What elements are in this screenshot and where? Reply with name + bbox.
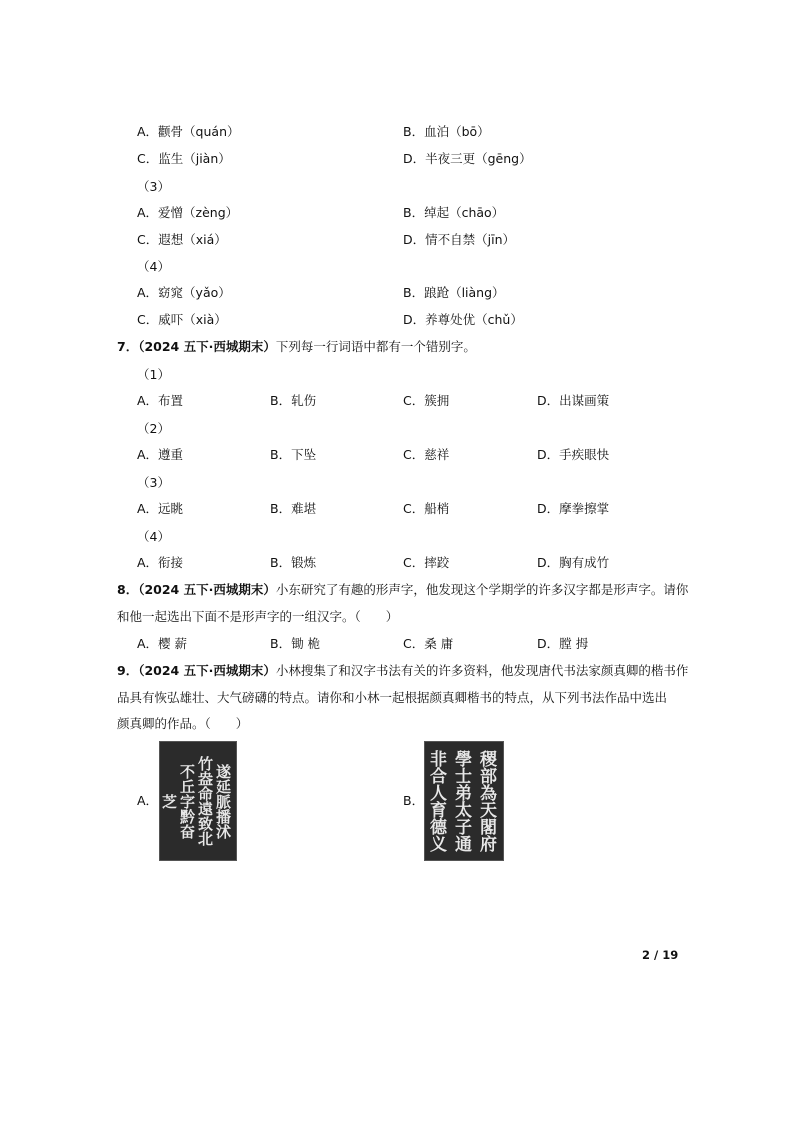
q9-stem-line-3: 颜真卿的作品。（ ） (117, 716, 249, 731)
q8-stem-line-1 (117, 580, 688, 600)
q8-stem-line-2: 和他一起选出下面不是形声字的一组汉字。（ ） (117, 609, 399, 624)
q7-stem-text: 下列每一行词语中都有一个错别字。 (275, 339, 476, 354)
q9-number: 9． (117, 663, 139, 678)
q8-option-d: D．膛 拇 (537, 636, 589, 651)
q9-a-column-3: 不丘字黔奋 (178, 763, 196, 839)
q9-stem-text-1: 小林搜集了和汉字书法有关的许多资料，他发现唐代书法家颜真卿的楷书作 (275, 663, 689, 678)
q7-group-3-option-c: C．船梢 (403, 501, 450, 516)
q7-number: 7． (117, 339, 139, 354)
q9-option-a-label: A． (137, 793, 159, 808)
q8-option-a: A．樱 薪 (137, 636, 188, 651)
q9-a-column-4: 芝 (160, 793, 178, 809)
q6-row2-option-d: D．半夜三更（gēng） (403, 151, 532, 166)
q8-stem-text-1: 小东研究了有趣的形声字，他发现这个学期学的许多汉字都是形声字。请你 (275, 582, 689, 597)
q9-option-b-label: B． (403, 793, 425, 808)
q7-group-3-option-b: B．难堪 (270, 501, 317, 516)
q7-group-1-option-a: A．布置 (137, 393, 184, 408)
q6-row3-option-b: B．绰起（chāo） (403, 205, 505, 220)
q6-row5-option-b: B．踉跄（liàng） (403, 285, 505, 300)
q8-source: （2024 五下·西城期末） (138, 582, 276, 597)
q7-group-1-label: （1） (137, 367, 170, 382)
q7-group-2-option-c: C．慈祥 (403, 447, 450, 462)
q7-group-4-option-d: D．胸有成竹 (537, 555, 610, 570)
q9-a-column-1: 遂延脈播沭 (214, 763, 232, 839)
q9-option-b-calligraphy-image (424, 741, 504, 861)
q9-a-column-2: 竹盎命遠致北 (196, 756, 214, 846)
q7-group-4-option-b: B．锻炼 (270, 555, 317, 570)
q7-group-1-option-b: B．轧伤 (270, 393, 317, 408)
q9-option-a-calligraphy-image (159, 741, 237, 861)
q7-group-1-option-c: C．簇拥 (403, 393, 450, 408)
q6-subquestion-4-label: （4） (137, 259, 170, 274)
q7-stem (117, 337, 476, 357)
q7-group-3-label: （3） (137, 475, 170, 490)
q6-row6-option-d: D．养尊处优（chǔ） (403, 312, 523, 327)
q7-group-4-label: （4） (137, 529, 170, 544)
q6-row5-option-a: A．窈窕（yǎo） (137, 285, 231, 300)
q8-option-b: B．锄 桅 (270, 636, 321, 651)
q9-b-column-1: 稷部為天閣府 (476, 750, 496, 852)
q8-option-c: C．桑 庸 (403, 636, 454, 651)
q9-b-column-3: 非合人育德义 (426, 750, 446, 852)
q6-row4-option-c: C．遐想（xiá） (137, 232, 227, 247)
q8-number: 8． (117, 582, 139, 597)
q6-row3-option-a: A．爱憎（zèng） (137, 205, 239, 220)
q7-group-2-option-b: B．下坠 (270, 447, 317, 462)
q7-source: （2024 五下·西城期末） (138, 339, 276, 354)
q9-source: （2024 五下·西城期末） (138, 663, 276, 678)
q9-stem-line-2: 品具有恢弘雄壮、大气磅礴的特点。请你和小林一起根据颜真卿楷书的特点，从下列书法作品中选出 (117, 690, 668, 705)
q7-group-2-option-d: D．手疾眼快 (537, 447, 610, 462)
q7-group-2-option-a: A．遵重 (137, 447, 184, 462)
q7-group-4-option-c: C．摔跤 (403, 555, 450, 570)
q6-row1-option-b: B．血泊（bō） (403, 124, 490, 139)
q6-row6-option-c: C．威吓（xià） (137, 312, 227, 327)
q6-row2-option-c: C．监生（jiàn） (137, 151, 231, 166)
q9-b-column-2: 學士弟太子通 (451, 750, 471, 852)
q7-group-2-label: （2） (137, 421, 170, 436)
q6-row4-option-d: D．情不自禁（jīn） (403, 232, 515, 247)
q6-subquestion-3-label: （3） (137, 179, 170, 194)
page-number: 2 / 19 (642, 948, 679, 962)
q9-stem-line-1 (117, 661, 688, 681)
q6-row1-option-a: A．颧骨（quán） (137, 124, 240, 139)
q7-group-4-option-a: A．衔接 (137, 555, 184, 570)
q7-group-3-option-d: D．摩拳擦掌 (537, 501, 610, 516)
q7-group-1-option-d: D．出谋画策 (537, 393, 610, 408)
q7-group-3-option-a: A．远眺 (137, 501, 184, 516)
